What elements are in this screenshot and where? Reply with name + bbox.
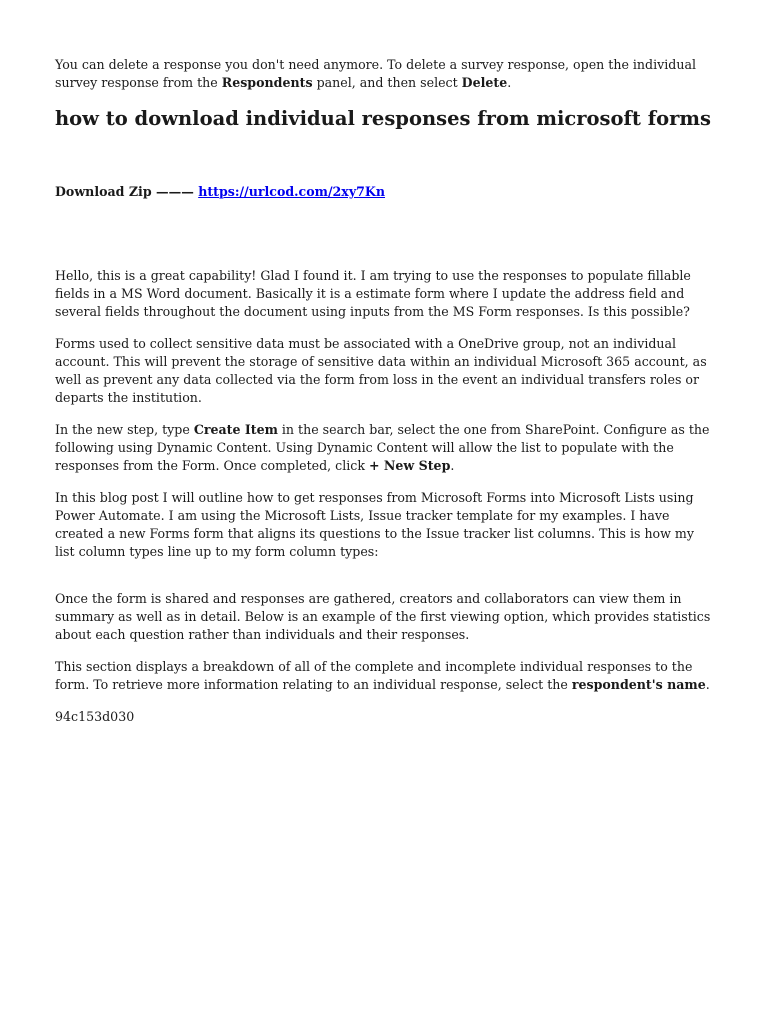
download-label: Download Zip ——— bbox=[55, 184, 199, 199]
intro-text-2: panel, and then select bbox=[312, 75, 462, 90]
paragraph-3-bold-create-item: Create Item bbox=[193, 422, 278, 437]
page-title: how to download individual responses from microsoft forms bbox=[55, 107, 712, 130]
paragraph-6 bbox=[55, 658, 715, 694]
paragraph-6-bold-respondent-name: respondent's name bbox=[571, 677, 706, 692]
paragraph-6-text-1: This section displays a breakdown of all of the complete and incomplete individual responses to the form. To retrieve more information relating to an individual response, select the bbox=[55, 659, 693, 692]
intro-bold-respondents: Respondents bbox=[221, 75, 313, 90]
paragraph-3-text-2: in the search bar, select the one from SharePoint. Configure as the following using Dynamic Content. Using Dynamic Content will allow the list to populate with the responses from the Form. Once completed, click bbox=[55, 422, 710, 473]
paragraph-3-text-3: . bbox=[450, 458, 455, 473]
paragraph-3 bbox=[55, 421, 715, 475]
paragraph-3-text-1: In the new step, type bbox=[55, 422, 194, 437]
download-line bbox=[55, 183, 715, 201]
intro-text-3: . bbox=[507, 75, 512, 90]
paragraph-6-text-2: . bbox=[705, 677, 710, 692]
document-page bbox=[55, 56, 715, 726]
paragraph-2: Forms used to collect sensitive data must be associated with a OneDrive group, not an individual account. This will prevent the storage of sensitive data within an individual Microsoft 365 account, as well as prevent any data collected via the form from loss in the event an individual transfers roles or departs the institution. bbox=[55, 336, 707, 405]
code-text: 94c153d030 bbox=[55, 709, 135, 724]
intro-text-1: You can delete a response you don't need anymore. To delete a survey response, open the individual survey response from the bbox=[55, 57, 696, 90]
paragraph-3-bold-new-step: + New Step bbox=[368, 458, 451, 473]
paragraph-5: Once the form is shared and responses are gathered, creators and collaborators can view them in summary as well as in detail. Below is an example of the first viewing option, which provides statistics about each question rather than individuals and their responses. bbox=[55, 591, 711, 642]
intro-bold-delete: Delete bbox=[461, 75, 508, 90]
paragraph-1: Hello, this is a great capability! Glad I found it. I am trying to use the responses to populate fillable fields in a MS Word document. Basically it is a estimate form where I update the address field and several fields throughout the document using inputs from the MS Form responses. Is this possible? bbox=[55, 268, 691, 319]
paragraph-4: In this blog post I will outline how to get responses from Microsoft Forms into Microsoft Lists using Power Automate. I am using the Microsoft Lists, Issue tracker template for my examples. I have created a new Forms form that aligns its questions to the Issue tracker list columns. This is how my list column types line up to my form column types: bbox=[55, 490, 694, 559]
intro-paragraph bbox=[55, 56, 715, 92]
download-link[interactable]: https://urlcod.com/2xy7Kn bbox=[198, 184, 386, 199]
